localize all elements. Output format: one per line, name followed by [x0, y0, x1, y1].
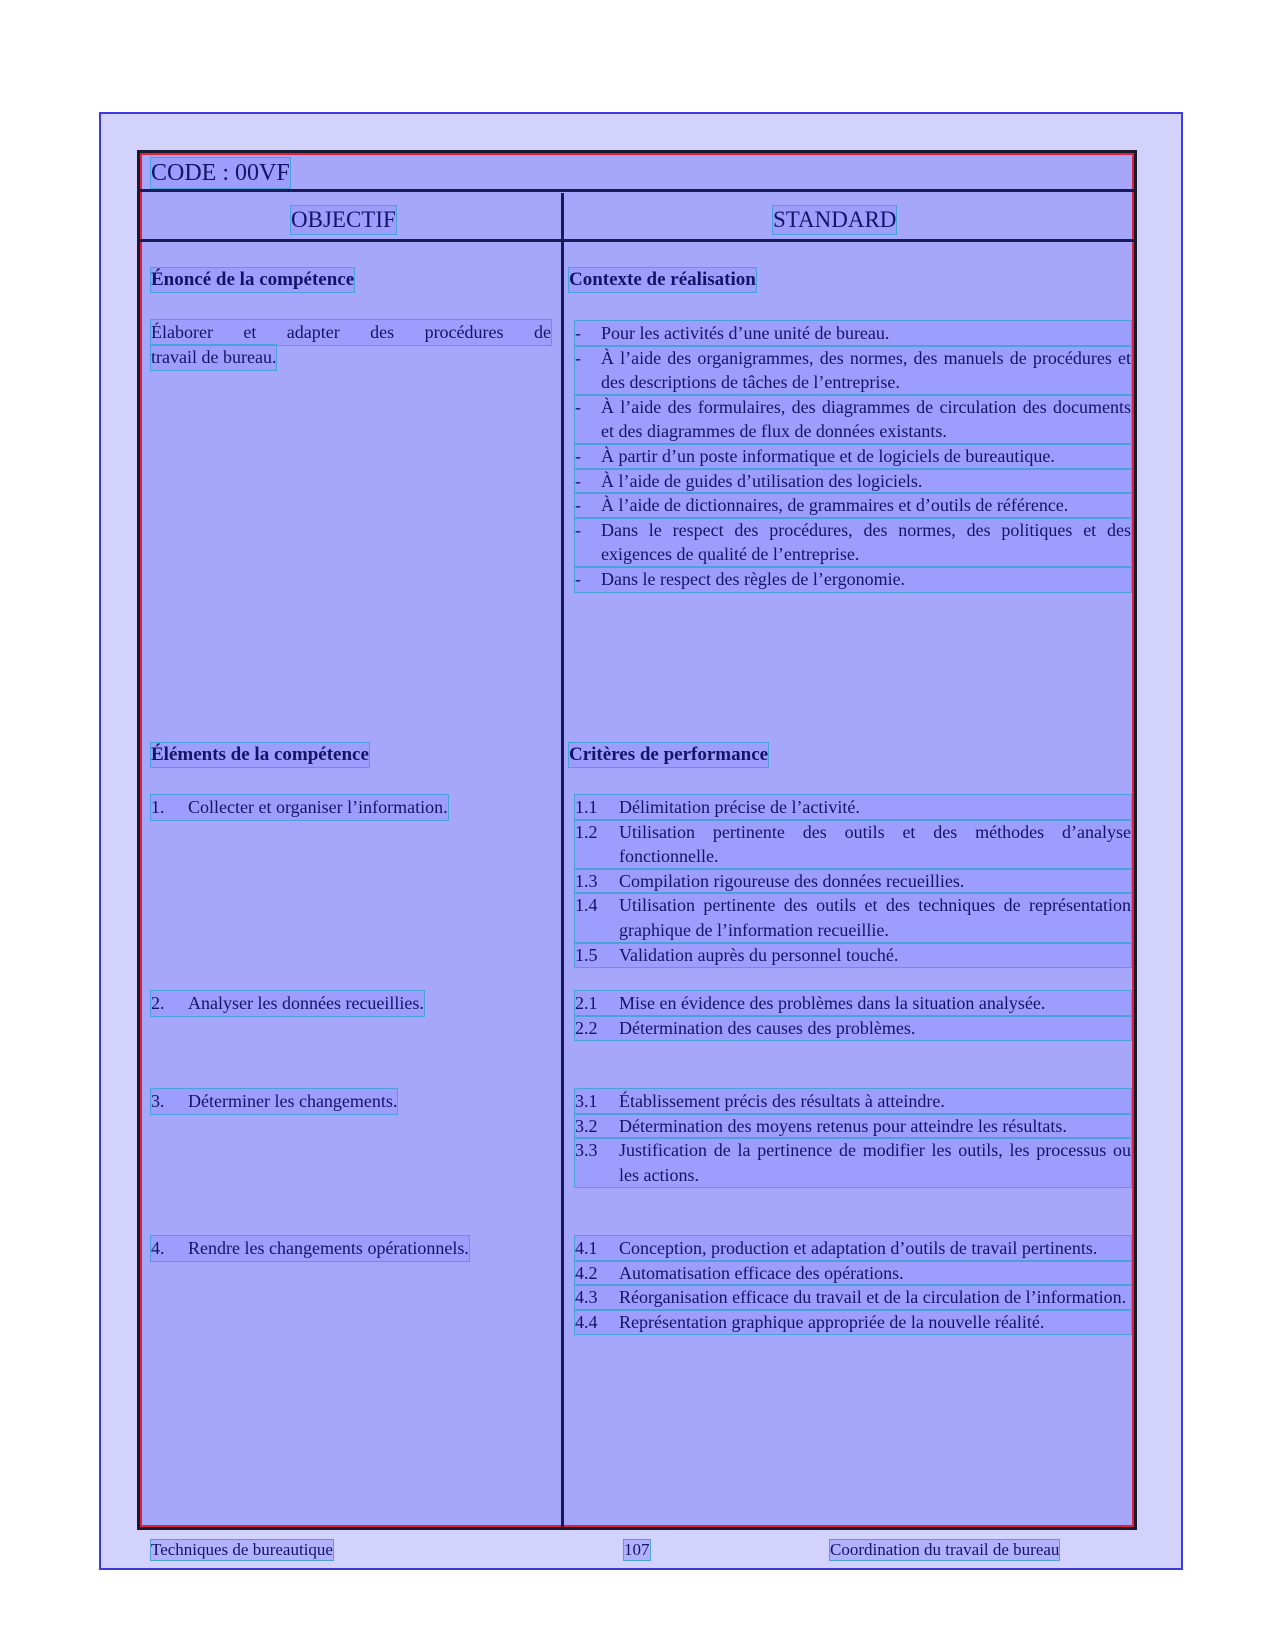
context-heading: Contexte de réalisation [569, 269, 756, 290]
list-item: - Dans le respect des procédures, des normes, des politiques et des exigences de qualité de l’entreprise. [575, 518, 1131, 567]
list-item: - Dans le respect des règles de l’ergonomie. [575, 567, 1131, 592]
criteria-group-3 [575, 1089, 1131, 1187]
criteria-group-1 [575, 795, 1131, 967]
competency-code: CODE : 00VF [151, 160, 290, 186]
list-item: - À l’aide des organigrammes, des normes, des manuels de procédures et des descriptions de tâches de l’entreprise. [575, 346, 1131, 395]
statement-line-1: Élaborer et adapter des procédures de [151, 320, 551, 345]
list-item: 4.3 Réorganisation efficace du travail et de la circulation de l’information. [575, 1285, 1131, 1310]
list-item: 3.1 Établissement précis des résultats à atteindre. [575, 1089, 1131, 1114]
statement-line-2: travail de bureau. [151, 345, 276, 370]
statement-heading: Énoncé de la compétence [151, 269, 355, 290]
list-item: 2.2 Détermination des causes des problèmes. [575, 1016, 1131, 1041]
elements-heading: Éléments de la compétence [151, 744, 369, 765]
footer-program: Techniques de bureautique [151, 1540, 333, 1559]
list-item: 4.2 Automatisation efficace des opérations. [575, 1261, 1131, 1286]
column-header-divider [140, 239, 1134, 242]
page-number: 107 [624, 1540, 650, 1559]
column-divider [561, 193, 564, 1528]
list-item: 1.3 Compilation rigoureuse des données recueillies. [575, 869, 1131, 894]
list-item: - À partir d’un poste informatique et de logiciels de bureautique. [575, 444, 1131, 469]
list-item: - À l’aide de guides d’utilisation des logiciels. [575, 469, 1131, 494]
list-item: 4.4 Représentation graphique appropriée de la nouvelle réalité. [575, 1310, 1131, 1335]
list-item: - À l’aide de dictionnaires, de grammaires et d’outils de référence. [575, 493, 1131, 518]
criteria-heading: Critères de performance [569, 744, 769, 765]
list-item: 2.1 Mise en évidence des problèmes dans la situation analysée. [575, 991, 1131, 1016]
context-list [575, 321, 1131, 592]
list-item: - À l’aide des formulaires, des diagrammes de circulation des documents et des diagrammes de flux de données existants. [575, 395, 1131, 444]
list-item: - Pour les activités d’une unité de bureau. [575, 321, 1131, 346]
footer-module: Coordination du travail de bureau [830, 1540, 1060, 1559]
competency-statement [151, 320, 551, 370]
list-item: 1.4 Utilisation pertinente des outils et des techniques de représentation graphique de l’information recueillie. [575, 893, 1131, 942]
column-header-objectif: OBJECTIF [291, 207, 396, 232]
criteria-group-2 [575, 991, 1131, 1040]
column-header-standard: STANDARD [773, 207, 897, 232]
list-item: 1.2 Utilisation pertinente des outils et des méthodes d’analyse fonctionnelle. [575, 820, 1131, 869]
element-2: 2. Analyser les données recueillies. [151, 991, 551, 1016]
header-divider [140, 189, 1134, 192]
element-1: 1. Collecter et organiser l’information. [151, 795, 551, 820]
list-item: 1.1 Délimitation précise de l’activité. [575, 795, 1131, 820]
criteria-group-4 [575, 1236, 1131, 1334]
list-item: 3.2 Détermination des moyens retenus pour atteindre les résultats. [575, 1114, 1131, 1139]
list-item: 1.5 Validation auprès du personnel touché. [575, 943, 1131, 968]
element-3: 3. Déterminer les changements. [151, 1089, 551, 1114]
list-item: 4.1 Conception, production et adaptation d’outils de travail pertinents. [575, 1236, 1131, 1261]
element-4: 4. Rendre les changements opérationnels. [151, 1236, 551, 1261]
list-item: 3.3 Justification de la pertinence de modifier les outils, les processus ou les actions. [575, 1138, 1131, 1187]
